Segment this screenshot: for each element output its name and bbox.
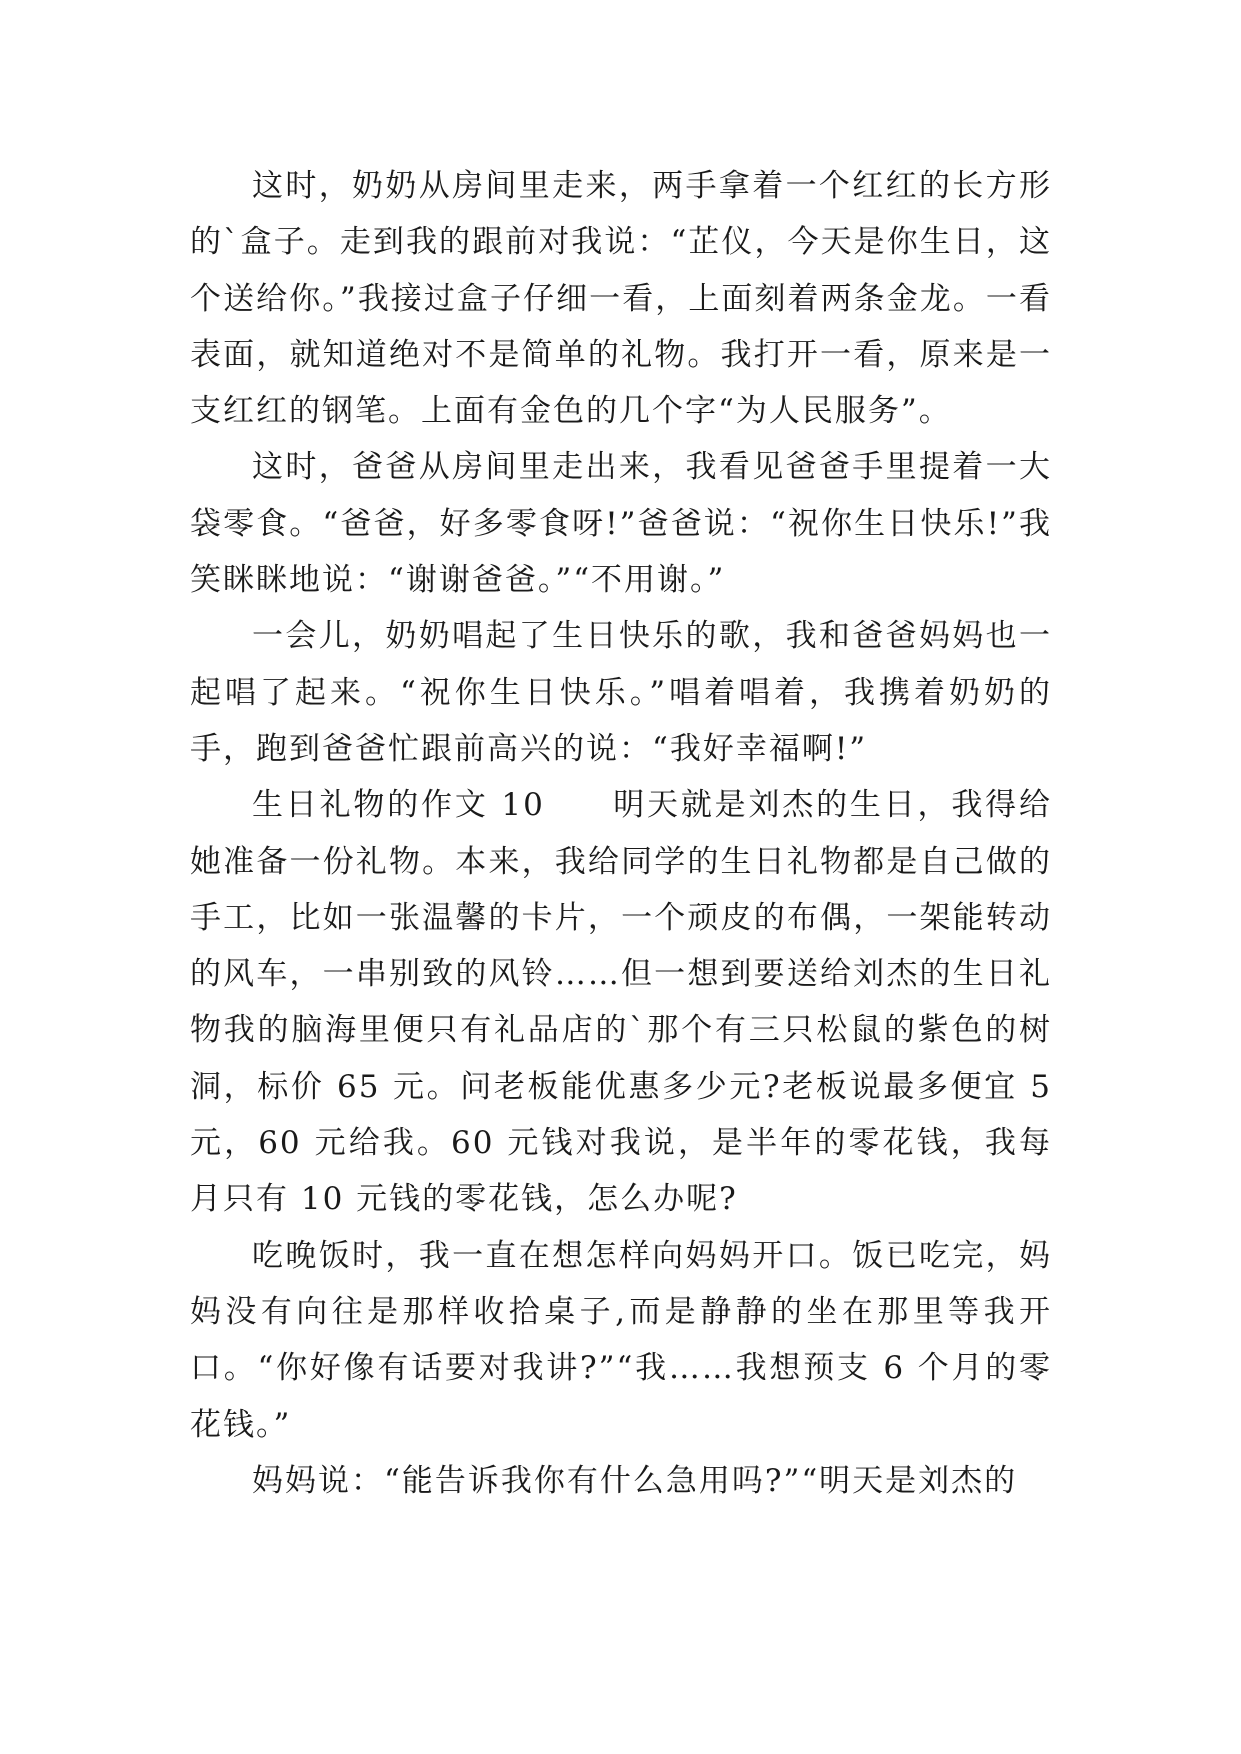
- paragraph-3: 一会儿，奶奶唱起了生日快乐的歌，我和爸爸妈妈也一起唱了起来。“祝你生日快乐。”唱着唱着，我携着奶奶的手，跑到爸爸忙跟前高兴的说：“我好幸福啊!”: [190, 618, 1052, 767]
- paragraph-4: 生日礼物的作文 10 明天就是刘杰的生日，我得给她准备一份礼物。本来，我给同学的生日礼物都是自己做的手工，比如一张温馨的卡片，一个顽皮的布偶，一架能转动的风车，一串别致的风铃……但一想到要送给刘杰的生日礼物我的脑海里便只有礼品店的`那个有三只松鼠的紫色的树洞，标价 65 元。问老板能优惠多少元?老板说最多便宜 5 元，60 元给我。60 元钱对我说，是半年的零花钱，我每月只有 10 元钱的零花钱，怎么办呢?: [190, 787, 1052, 1218]
- paragraph-6: 妈妈说：“能告诉我你有什么急用吗?”“明天是刘杰的: [252, 1462, 1018, 1499]
- paragraph-2: 这时，爸爸从房间里走出来，我看见爸爸手里提着一大袋零食。“爸爸，好多零食呀!”爸爸说：“祝你生日快乐!”我笑眯眯地说：“谢谢爸爸。”“不用谢。”: [190, 449, 1052, 599]
- document-body: [190, 158, 1052, 1509]
- paragraph-5: 吃晚饭时，我一直在想怎样向妈妈开口。饭已吃完，妈妈没有向往是那样收拾桌子,而是静静的坐在那里等我开口。“你好像有话要对我讲?”“我……我想预支 6 个月的零花钱。”: [190, 1237, 1052, 1443]
- paragraph-1: 这时，奶奶从房间里走来，两手拿着一个红红的长方形的`盒子。走到我的跟前对我说：“芷仪，今天是你生日，这个送给你。”我接过盒子仔细一看，上面刻着两条金龙。一看表面，就知道绝对不是简单的礼物。我打开一看，原来是一支红红的钢笔。上面有金色的几个字“为人民服务”。: [190, 168, 1052, 430]
